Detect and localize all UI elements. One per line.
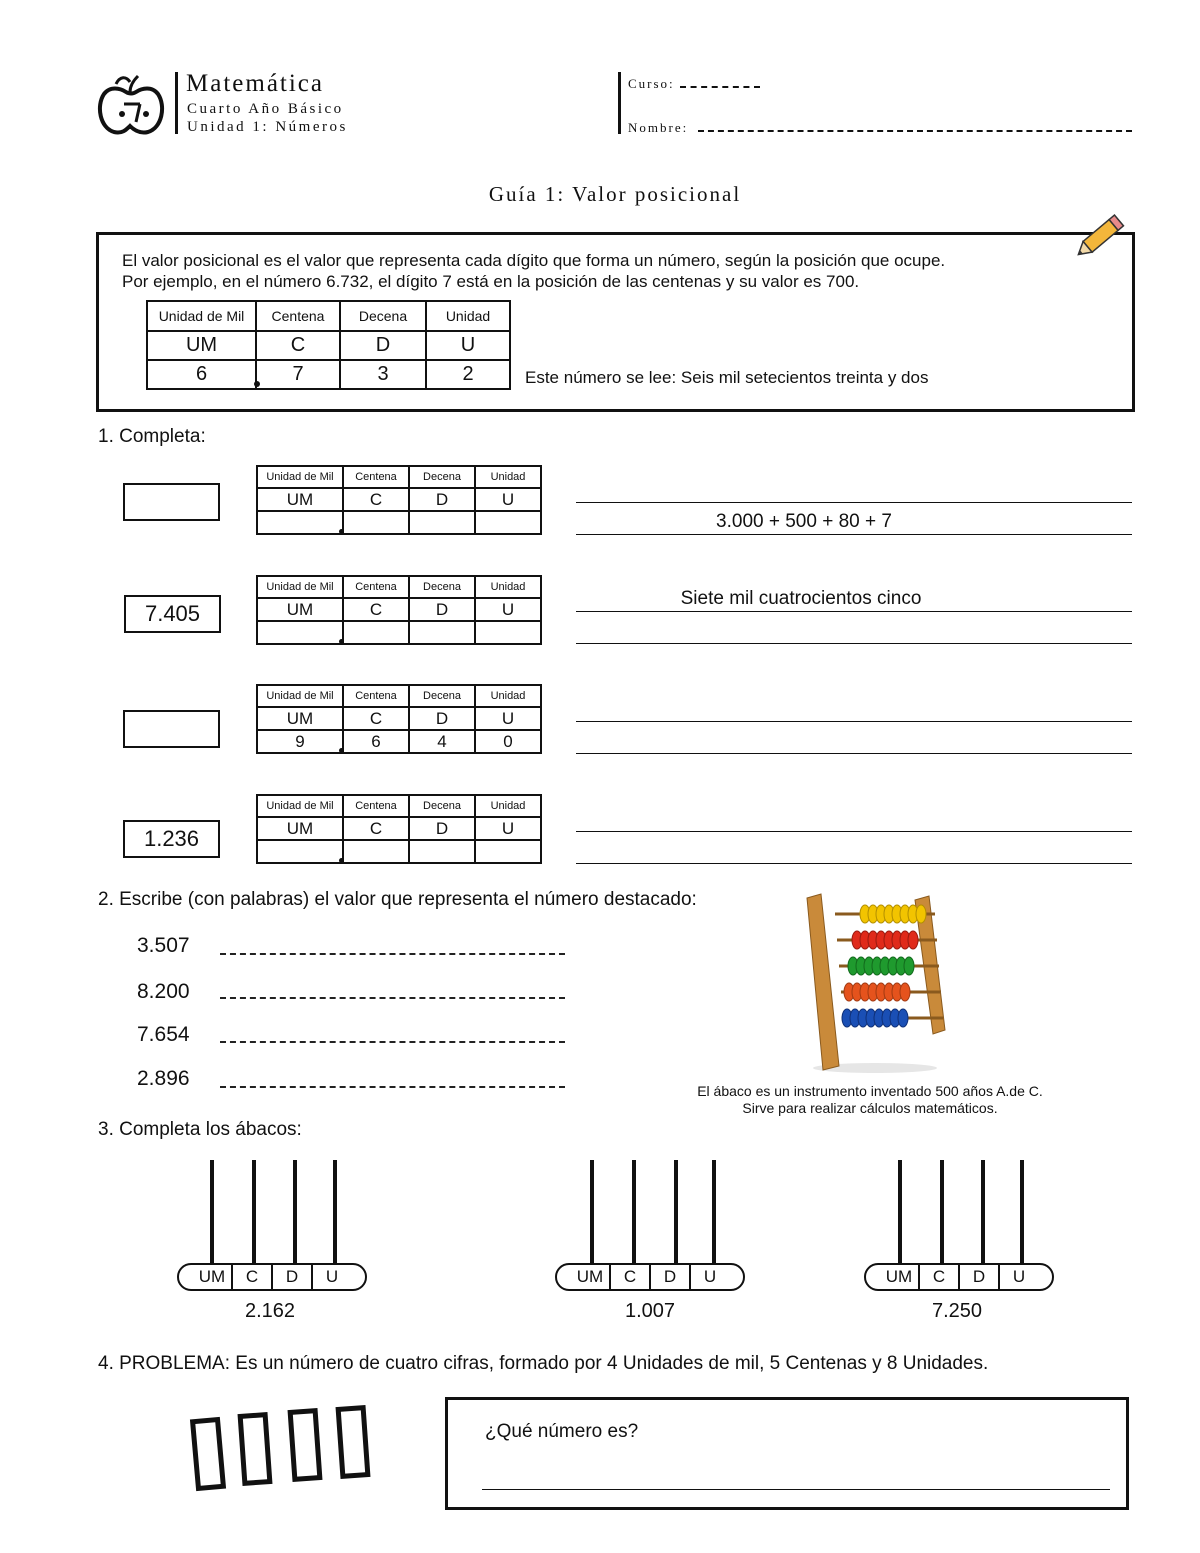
question-text: ¿Qué número es? bbox=[485, 1421, 639, 1442]
abbr-cell: U bbox=[475, 707, 541, 730]
digit-cell[interactable] bbox=[475, 621, 541, 644]
abacus-number: 2.162 bbox=[244, 1300, 296, 1322]
abacus-rod[interactable] bbox=[981, 1160, 985, 1265]
number-box[interactable] bbox=[123, 483, 220, 521]
abacus-label: UM bbox=[193, 1265, 233, 1289]
write-line[interactable] bbox=[220, 997, 565, 999]
digit-cell: 6 bbox=[343, 730, 409, 753]
header-cell: Unidad bbox=[475, 576, 541, 598]
abacus-rod[interactable] bbox=[333, 1160, 337, 1265]
digit-cell[interactable] bbox=[257, 621, 343, 644]
digit-cell[interactable] bbox=[343, 840, 409, 863]
answer-line[interactable] bbox=[576, 534, 1132, 535]
answer-line[interactable] bbox=[576, 753, 1132, 754]
header-cell: Unidad de Mil bbox=[257, 576, 343, 598]
abbr-cell: D bbox=[340, 331, 426, 360]
abacus-rod[interactable] bbox=[632, 1160, 636, 1265]
abacus-label: C bbox=[233, 1265, 273, 1289]
abacus-rod[interactable] bbox=[1020, 1160, 1024, 1265]
number-box[interactable]: 7.405 bbox=[124, 595, 221, 633]
digit-cell: 4 bbox=[409, 730, 475, 753]
thousands-point bbox=[254, 381, 260, 387]
thousands-point bbox=[339, 529, 344, 534]
number-box[interactable]: 1.236 bbox=[123, 820, 220, 858]
abbr-cell: C bbox=[343, 707, 409, 730]
section-4-title: 4. PROBLEMA: Es un número de cuatro cifras, formado por 4 Unidades de mil, 5 Centenas y 8 Unidades. bbox=[98, 1353, 989, 1374]
digit-box[interactable] bbox=[190, 1417, 226, 1491]
place-value-table bbox=[256, 465, 542, 535]
number-box[interactable] bbox=[123, 710, 220, 748]
abbr-cell: D bbox=[409, 707, 475, 730]
abacus-label: D bbox=[651, 1265, 691, 1289]
abacus-number: 7.250 bbox=[931, 1300, 983, 1322]
intro-line-1: El valor posicional es el valor que representa cada dígito que forma un número, según la posición que ocupe. bbox=[122, 251, 946, 270]
digit-cell[interactable] bbox=[475, 840, 541, 863]
abacus-rod[interactable] bbox=[940, 1160, 944, 1265]
abacus-rod[interactable] bbox=[210, 1160, 214, 1265]
nombre-label: Nombre: bbox=[628, 120, 689, 135]
abacus-rod[interactable] bbox=[590, 1160, 594, 1265]
write-line[interactable] bbox=[220, 1086, 565, 1088]
abacus-label: D bbox=[960, 1265, 1000, 1289]
header-cell: Decena bbox=[340, 301, 426, 331]
abbr-cell: UM bbox=[257, 488, 343, 511]
digit-box[interactable] bbox=[288, 1408, 323, 1482]
header-cell: Decena bbox=[409, 795, 475, 817]
page-title: Guía 1: Valor posicional bbox=[488, 182, 742, 206]
expansion-text: 3.000 + 500 + 80 + 7 bbox=[716, 511, 892, 532]
answer-line[interactable] bbox=[576, 831, 1132, 832]
digit-cell[interactable] bbox=[409, 840, 475, 863]
abacus-rod[interactable] bbox=[252, 1160, 256, 1265]
abbr-cell: UM bbox=[147, 331, 256, 360]
abacus-label: UM bbox=[571, 1265, 611, 1289]
answer-line[interactable] bbox=[576, 863, 1132, 864]
abacus-base bbox=[864, 1263, 1054, 1291]
header-cell: Centena bbox=[343, 466, 409, 488]
answer-line[interactable] bbox=[482, 1489, 1110, 1490]
write-line[interactable] bbox=[220, 953, 565, 955]
digit-cell[interactable] bbox=[409, 621, 475, 644]
abbr-cell: C bbox=[343, 488, 409, 511]
header-cell: Unidad bbox=[475, 466, 541, 488]
number-in-words-text: Siete mil cuatrocientos cinco bbox=[680, 588, 922, 609]
abbr-cell: C bbox=[256, 331, 340, 360]
curso-label: Curso: bbox=[628, 76, 675, 91]
abacus-label: C bbox=[920, 1265, 960, 1289]
header-cell: Unidad bbox=[426, 301, 510, 331]
abacus-label: UM bbox=[880, 1265, 920, 1289]
abacus-base bbox=[177, 1263, 367, 1291]
digit-cell[interactable] bbox=[343, 511, 409, 534]
header-cell: Decena bbox=[409, 576, 475, 598]
header-divider bbox=[175, 72, 178, 134]
abacus-label: U bbox=[325, 1267, 339, 1286]
digit-cell: 3 bbox=[340, 360, 426, 389]
section-2-title: 2. Escribe (con palabras) el valor que representa el número destacado: bbox=[98, 889, 697, 910]
header-cell: Unidad de Mil bbox=[147, 301, 256, 331]
number-item: 3.507 bbox=[137, 934, 190, 957]
place-value-table bbox=[256, 575, 542, 645]
thousands-point bbox=[339, 858, 344, 863]
digit-cell: 0 bbox=[475, 730, 541, 753]
digit-cell: 2 bbox=[426, 360, 510, 389]
digit-cell: 6 bbox=[147, 360, 256, 389]
number-item: 7.654 bbox=[137, 1023, 190, 1046]
header-cell: Unidad de Mil bbox=[257, 466, 343, 488]
digit-cell[interactable] bbox=[475, 511, 541, 534]
abbr-cell: D bbox=[409, 817, 475, 840]
intro-text bbox=[122, 250, 945, 292]
number-item: 8.200 bbox=[137, 980, 190, 1003]
thousands-point bbox=[339, 639, 344, 644]
header-cell: Centena bbox=[256, 301, 340, 331]
grade-label: Cuarto Año Básico bbox=[187, 101, 344, 117]
answer-line[interactable] bbox=[576, 721, 1132, 722]
header-cell: Decena bbox=[409, 685, 475, 707]
header-cell: Decena bbox=[409, 466, 475, 488]
abbr-cell: UM bbox=[257, 598, 343, 621]
abbr-cell: UM bbox=[257, 817, 343, 840]
header-cell: Centena bbox=[343, 795, 409, 817]
digit-cell[interactable] bbox=[343, 621, 409, 644]
abbr-cell: U bbox=[475, 817, 541, 840]
abbr-cell: UM bbox=[257, 707, 343, 730]
answer-line[interactable] bbox=[576, 643, 1132, 644]
number-reading: Este número se lee: Seis mil setecientos treinta y dos bbox=[525, 368, 929, 387]
digit-box[interactable] bbox=[336, 1405, 371, 1479]
abbr-cell: U bbox=[475, 488, 541, 511]
unit-label: Unidad 1: Números bbox=[187, 119, 348, 135]
abacus-caption bbox=[640, 1083, 1100, 1117]
place-value-table bbox=[256, 684, 542, 754]
abbr-cell: C bbox=[343, 598, 409, 621]
answer-line[interactable] bbox=[576, 502, 1132, 503]
digit-box[interactable] bbox=[238, 1412, 273, 1486]
abacus-rod[interactable] bbox=[898, 1160, 902, 1265]
digit-cell[interactable] bbox=[257, 511, 343, 534]
intro-line-2: Por ejemplo, en el número 6.732, el dígito 7 está en la posición de las centenas y su valor es 700. bbox=[122, 272, 860, 291]
section-1-title: 1. Completa: bbox=[98, 426, 206, 447]
abbr-cell: C bbox=[343, 817, 409, 840]
abbr-cell: D bbox=[409, 598, 475, 621]
abacus-label: C bbox=[611, 1265, 651, 1289]
digit-cell[interactable] bbox=[257, 840, 343, 863]
digit-cell[interactable] bbox=[409, 511, 475, 534]
caption-line-2: Sirve para realizar cálculos matemáticos. bbox=[742, 1100, 998, 1116]
curso-field[interactable] bbox=[680, 86, 760, 88]
abbr-cell: U bbox=[475, 598, 541, 621]
digit-cell: 7 bbox=[256, 360, 340, 389]
student-info-divider bbox=[618, 72, 621, 134]
pencil-icon bbox=[1070, 204, 1134, 268]
abacus-number: 1.007 bbox=[624, 1300, 676, 1322]
abacus-label: D bbox=[273, 1265, 313, 1289]
subject-title: Matemática bbox=[186, 70, 324, 97]
abacus-rod[interactable] bbox=[712, 1160, 716, 1265]
header-cell: Unidad de Mil bbox=[257, 795, 343, 817]
abacus-base bbox=[555, 1263, 745, 1291]
abacus-label: U bbox=[1012, 1267, 1026, 1286]
caption-line-1: El ábaco es un instrumento inventado 500 años A.de C. bbox=[697, 1083, 1043, 1099]
header-cell: Centena bbox=[343, 685, 409, 707]
nombre-field[interactable] bbox=[698, 130, 1132, 132]
answer-box bbox=[445, 1397, 1129, 1510]
abbr-cell: U bbox=[426, 331, 510, 360]
example-place-value-table bbox=[146, 300, 511, 390]
number-item: 2.896 bbox=[137, 1067, 190, 1090]
header-cell: Unidad de Mil bbox=[257, 685, 343, 707]
abacus-label: U bbox=[703, 1267, 717, 1286]
apple-logo-icon bbox=[96, 70, 168, 136]
header-cell: Unidad bbox=[475, 685, 541, 707]
abacus-rod[interactable] bbox=[293, 1160, 297, 1265]
digit-cell: 9 bbox=[257, 730, 343, 753]
answer-line[interactable] bbox=[576, 611, 1132, 612]
thousands-point bbox=[339, 748, 344, 753]
section-3-title: 3. Completa los ábacos: bbox=[98, 1119, 302, 1140]
abacus-rod[interactable] bbox=[674, 1160, 678, 1265]
write-line[interactable] bbox=[220, 1041, 565, 1043]
abacus-illustration bbox=[795, 890, 960, 1075]
header-cell: Centena bbox=[343, 576, 409, 598]
abbr-cell: D bbox=[409, 488, 475, 511]
header-cell: Unidad bbox=[475, 795, 541, 817]
place-value-table bbox=[256, 794, 542, 864]
